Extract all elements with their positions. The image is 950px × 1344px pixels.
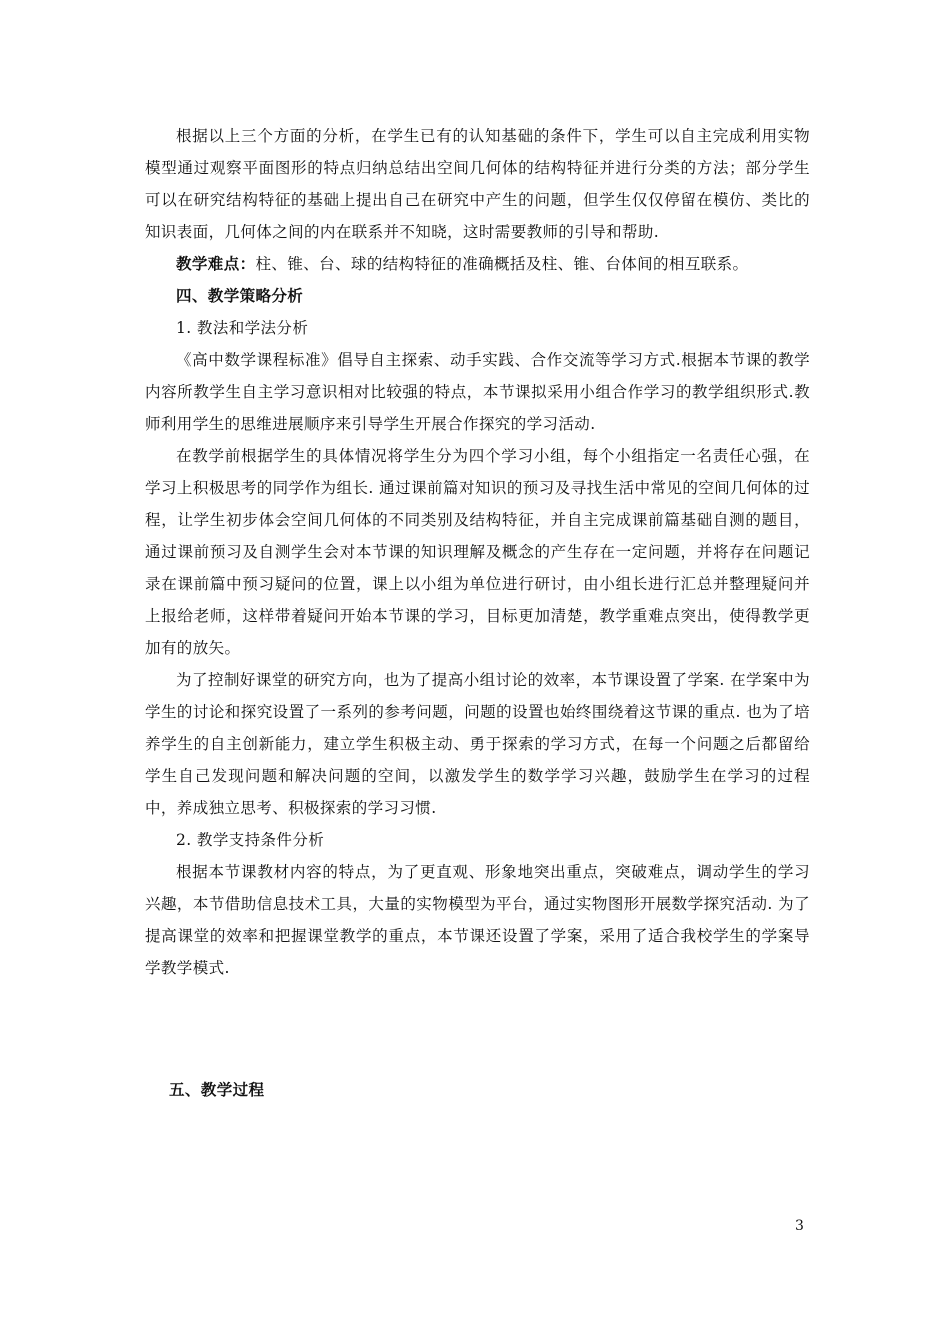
page-body bbox=[145, 120, 810, 1106]
difficulty-text: 柱、锥、台、球的结构特征的准确概括及柱、锥、台体间的相互联系。 bbox=[255, 255, 749, 273]
subsection-1-heading: 1. 教法和学法分析 bbox=[176, 319, 309, 337]
page-number: 3 bbox=[795, 1218, 804, 1234]
subsection-2-heading: 2. 教学支持条件分析 bbox=[176, 831, 325, 849]
section-4-heading: 四、教学策略分析 bbox=[176, 286, 304, 305]
difficulty-label: 教学难点： bbox=[176, 254, 256, 273]
paragraph-analysis-summary: 根据以上三个方面的分析，在学生已有的认知基础的条件下，学生可以自主完成利用实物模型通过观察平面图形的特点归纳总结出空间几何体的结构特征并进行分类的方法；部分学生可以在研究结构特征的基础上提出自己在研究中产生的问题，但学生仅仅停留在模仿、类比的知识表面，几何体之间的内在联系并不知晓，这时需要教师的引导和帮助. bbox=[145, 127, 810, 241]
paragraph-curriculum-standard: 《高中数学课程标准》倡导自主探索、动手实践、合作交流等学习方式.根据本节课的教学内容所教学生自主学习意识相对比较强的特点，本节课拟采用小组合作学习的教学组织形式.教师利用学生的思维进展顺序来引导学生开展合作探究的学习活动. bbox=[145, 351, 810, 433]
paragraph-study-guide: 为了控制好课堂的研究方向，也为了提高小组讨论的效率，本节课设置了学案. 在学案中为学生的讨论和探究设置了一系列的参考问题，问题的设置也始终围绕着这节课的重点. 也为了培养学生的自主创新能力，建立学生积极主动、勇于探索的学习方式，在每一个问题之后都留给学生自己发现问题和解决问题的空间，以激发学生的数学学习兴趣，鼓励学生在学习的过程中，养成独立思考、积极探索的学习习惯. bbox=[145, 671, 810, 817]
paragraph-group-learning: 在教学前根据学生的具体情况将学生分为四个学习小组，每个小组指定一名责任心强，在学习上积极思考的同学作为组长. 通过课前篇对知识的预习及寻找生活中常见的空间几何体的过程，让学生初步体会空间几何体的不同类别及结构特征，并自主完成课前篇基础自测的题目，通过课前预习及自测学生会对本节课的知识理解及概念的产生存在一定问题，并将存在问题记录在课前篇中预习疑问的位置，课上以小组为单位进行研讨，由小组长进行汇总并整理疑问并上报给老师，这样带着疑问开始本节课的学习，目标更加清楚，教学重难点突出，使得教学更加有的放矢。 bbox=[145, 447, 810, 657]
section-5-heading: 五、教学过程 bbox=[169, 1080, 265, 1099]
spacer bbox=[145, 984, 810, 1074]
teaching-difficulty bbox=[145, 248, 810, 280]
paragraph-support-conditions: 根据本节课教材内容的特点，为了更直观、形象地突出重点，突破难点，调动学生的学习兴趣，本节借助信息技术工具，大量的实物模型为平台，通过实物图形开展数学探究活动. 为了提高课堂的效率和把握课堂教学的重点，本节课还设置了学案，采用了适合我校学生的学案导学教学模式. bbox=[145, 863, 810, 977]
